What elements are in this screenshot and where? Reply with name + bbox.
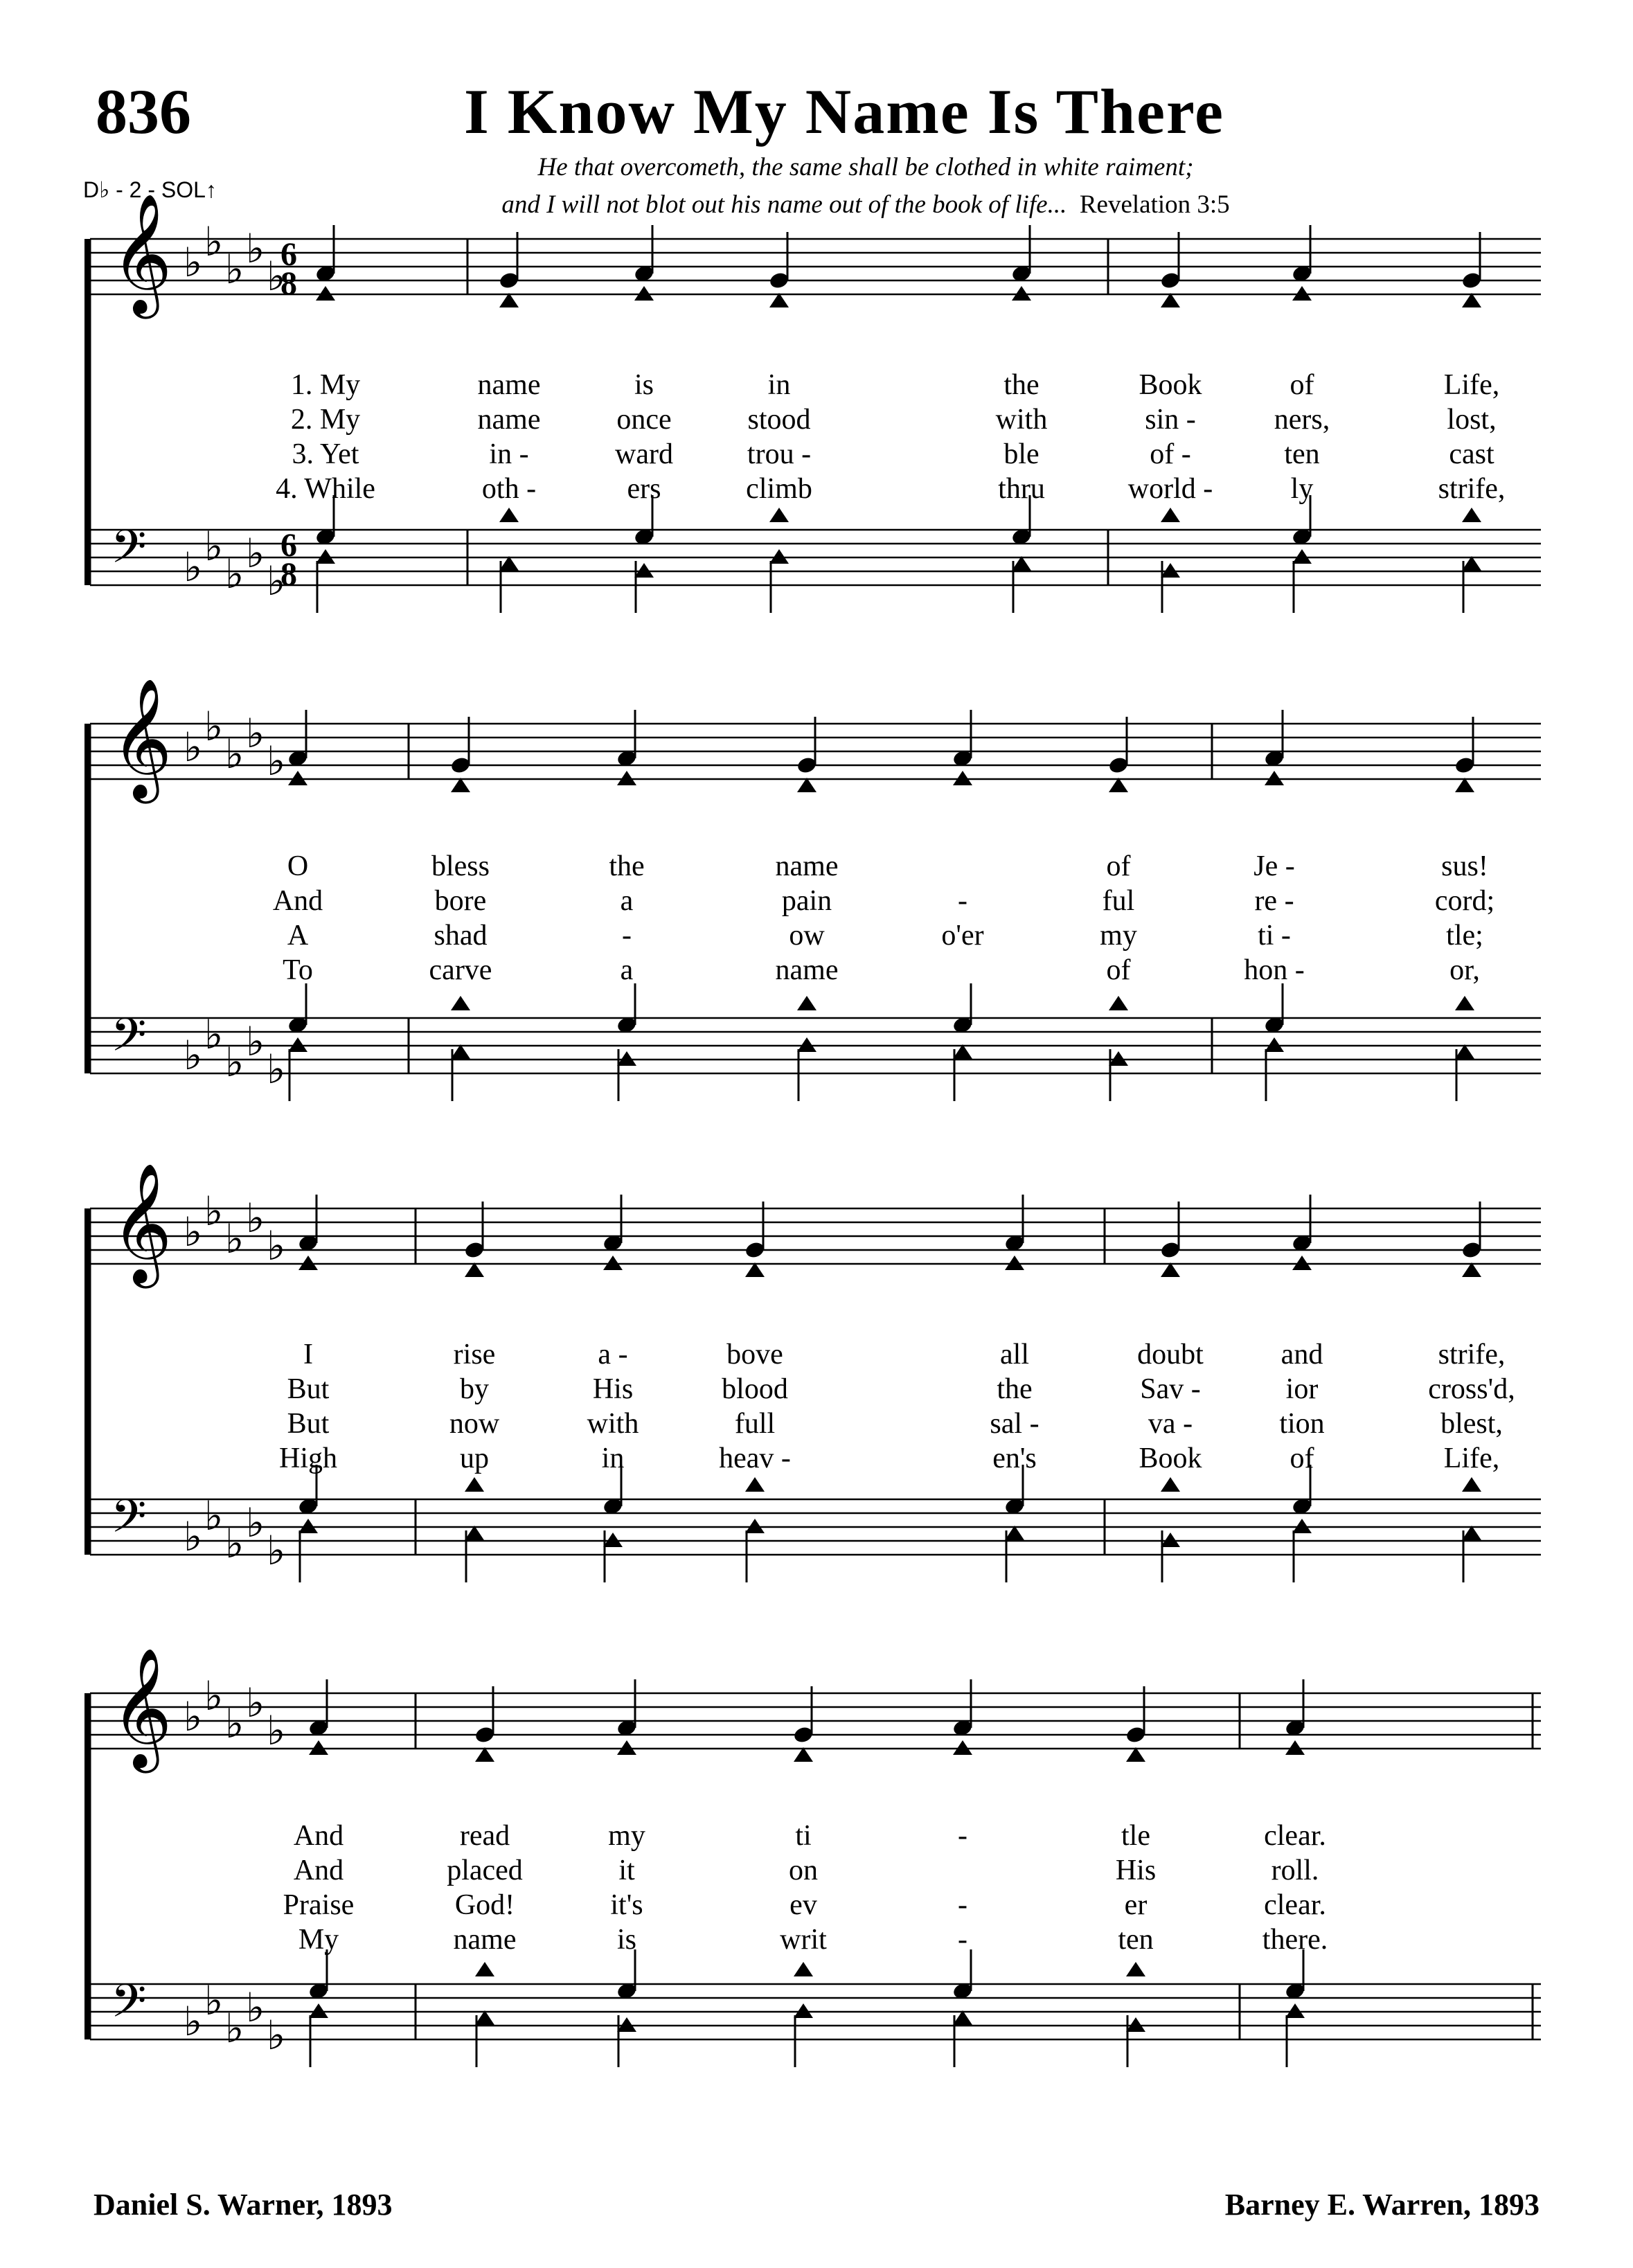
lyric-syllable: ti xyxy=(795,1820,812,1852)
bass-clef-icon: 𝄢 xyxy=(111,1008,147,1073)
lyric-syllable: or, xyxy=(1449,954,1480,986)
bass-note xyxy=(745,1519,765,1533)
lyric-syllable: it's xyxy=(610,1889,643,1921)
lyric-syllable: o'er xyxy=(941,920,984,952)
lyric-syllable: His xyxy=(1115,1855,1157,1886)
lyric-syllable: His xyxy=(592,1373,634,1405)
flat-icon: ♭ xyxy=(204,1188,224,1235)
treble-clef-icon: 𝄞 xyxy=(111,1163,172,1283)
lyric-syllable: ers xyxy=(627,473,661,505)
hymn-title: I Know My Name Is There xyxy=(463,76,1225,147)
lyric-syllable: on xyxy=(789,1855,818,1886)
lyric-syllable: re - xyxy=(1254,885,1294,917)
lyric-line xyxy=(0,848,1633,884)
tenor-note xyxy=(1462,508,1481,522)
lyric-syllable: in xyxy=(601,1443,625,1474)
lyric-line xyxy=(0,402,1633,438)
lyric-syllable: of xyxy=(1290,1443,1314,1474)
composer-credit: Barney E. Warren, 1893 xyxy=(1224,2188,1540,2222)
treble-clef-icon: 𝄞 xyxy=(111,678,172,798)
lyric-syllable: en's xyxy=(992,1443,1037,1474)
alto-note xyxy=(953,1740,972,1755)
flat-icon: ♭ xyxy=(267,1222,286,1269)
lyric-line xyxy=(0,1887,1633,1923)
lyric-syllable: Book xyxy=(1139,1443,1202,1474)
flat-icon: ♭ xyxy=(267,1707,286,1754)
bass-note xyxy=(769,549,789,564)
flat-icon: ♭ xyxy=(184,1032,203,1079)
lyric-syllable: ten xyxy=(1284,438,1320,470)
flat-icon: ♭ xyxy=(204,1977,224,2024)
alto-note xyxy=(603,1256,623,1270)
lyric-syllable: of - xyxy=(1150,438,1191,470)
lyric-syllable: shad xyxy=(434,920,488,952)
lyric-syllable: Sav - xyxy=(1140,1373,1201,1405)
flat-icon: ♭ xyxy=(184,544,203,591)
lyric-syllable: in xyxy=(767,369,791,401)
flat-icon: ♭ xyxy=(267,557,286,605)
flat-icon: ♭ xyxy=(225,1215,244,1262)
lyric-syllable: lost, xyxy=(1447,404,1497,436)
lyric-syllable: bless xyxy=(431,850,490,882)
alto-note xyxy=(634,286,654,301)
bass-note xyxy=(298,1519,318,1533)
flat-icon: ♭ xyxy=(204,1011,224,1058)
bass-clef-icon: 𝄢 xyxy=(111,1974,147,2039)
lyric-syllable: 3. Yet xyxy=(292,438,359,470)
lyric-syllable: Praise xyxy=(283,1889,355,1921)
lyric-syllable: High xyxy=(279,1443,337,1474)
bass-note xyxy=(316,549,335,564)
lyric-syllable: ow xyxy=(789,920,825,952)
scripture-reference: Revelation 3:5 xyxy=(1079,190,1230,219)
lyric-syllable: bove xyxy=(726,1339,783,1370)
bass-note xyxy=(1285,2003,1305,2018)
lyric-line xyxy=(0,1852,1633,1888)
flat-icon: ♭ xyxy=(246,1679,265,1726)
lyric-syllable: the xyxy=(1003,369,1039,401)
lyric-syllable: But xyxy=(287,1408,330,1440)
bass-note xyxy=(797,1037,816,1052)
tenor-note xyxy=(745,1477,765,1492)
flat-icon: ♭ xyxy=(225,1039,244,1086)
lyric-syllable: 1. My xyxy=(290,369,361,401)
lyric-syllable: ful xyxy=(1102,885,1135,917)
alto-note xyxy=(1005,1256,1024,1270)
lyric-syllable: thru xyxy=(998,473,1045,505)
lyric-syllable: it xyxy=(618,1855,635,1886)
lyric-syllable: a xyxy=(620,954,634,986)
lyric-syllable: of xyxy=(1106,850,1131,882)
lyric-syllable: oth - xyxy=(481,473,537,505)
flat-icon: ♭ xyxy=(204,1492,224,1539)
flat-icon: ♭ xyxy=(246,710,265,757)
lyric-syllable: tion xyxy=(1279,1408,1325,1440)
lyric-syllable: 2. My xyxy=(290,404,361,436)
lyric-syllable: And xyxy=(272,885,323,917)
bass-time-bottom: 8 xyxy=(280,556,297,593)
lyric-syllable: cord; xyxy=(1434,885,1495,917)
alto-note xyxy=(309,1740,328,1755)
lyric-syllable: a xyxy=(620,885,634,917)
lyric-syllable: ly xyxy=(1290,473,1314,505)
lyric-syllable: writ xyxy=(780,1924,827,1956)
lyric-syllable: climb xyxy=(746,473,812,505)
lyric-line xyxy=(0,1406,1633,1442)
lyric-syllable: bore xyxy=(434,885,487,917)
lyric-syllable: of xyxy=(1290,369,1314,401)
flat-icon: ♭ xyxy=(184,724,203,771)
flat-icon: ♭ xyxy=(246,1018,265,1065)
author-credit: Daniel S. Warner, 1893 xyxy=(93,2188,393,2222)
bass-note xyxy=(1161,1533,1180,1547)
lyric-syllable: va - xyxy=(1148,1408,1193,1440)
flat-icon: ♭ xyxy=(246,530,265,577)
alto-note xyxy=(298,1256,318,1270)
flat-icon: ♭ xyxy=(184,1513,203,1560)
lyric-syllable: there. xyxy=(1262,1924,1328,1956)
lyric-syllable: carve xyxy=(429,954,492,986)
flat-icon: ♭ xyxy=(225,551,244,598)
flat-icon: ♭ xyxy=(267,738,286,785)
key-info: D♭ - 2 - SOL↑ xyxy=(83,177,217,202)
lyric-syllable: my xyxy=(608,1820,645,1852)
flat-icon: ♭ xyxy=(246,1499,265,1546)
lyric-syllable: is xyxy=(616,1924,637,1956)
bass-note xyxy=(1265,1037,1284,1052)
lyric-syllable: God! xyxy=(454,1889,515,1921)
lyric-syllable: clear. xyxy=(1264,1889,1326,1921)
lyric-syllable: sal - xyxy=(990,1408,1039,1440)
lyric-syllable: name xyxy=(775,850,839,882)
lyric-syllable: is xyxy=(634,369,654,401)
flat-icon: ♭ xyxy=(246,1984,265,2031)
lyric-syllable: - xyxy=(958,1924,967,1956)
flat-icon: ♭ xyxy=(225,1700,244,1747)
lyric-syllable: roll. xyxy=(1271,1855,1319,1886)
treble-time-bottom: 8 xyxy=(280,265,297,302)
tenor-note xyxy=(794,1962,813,1976)
bass-note xyxy=(617,1051,636,1066)
lyric-syllable: ten xyxy=(1118,1924,1154,1956)
flat-icon: ♭ xyxy=(225,246,244,293)
alto-note xyxy=(953,771,972,785)
hymn-number: 836 xyxy=(96,76,191,147)
lyric-syllable: and xyxy=(1280,1339,1323,1370)
lyric-syllable: A xyxy=(287,920,309,952)
alto-note xyxy=(1265,771,1284,785)
bass-note xyxy=(603,1533,623,1547)
lyric-syllable: name xyxy=(477,404,541,436)
lyric-syllable: My xyxy=(298,1924,339,1956)
lyric-syllable: the xyxy=(997,1373,1033,1405)
lyric-syllable: Life, xyxy=(1443,369,1500,401)
lyric-syllable: 4. While xyxy=(276,473,375,505)
bass-note xyxy=(1109,1051,1128,1066)
lyric-line xyxy=(0,918,1633,954)
lyric-syllable: To xyxy=(283,954,313,986)
flat-icon: ♭ xyxy=(246,225,265,272)
flat-icon: ♭ xyxy=(184,1693,203,1740)
lyric-syllable: name xyxy=(477,369,541,401)
lyric-syllable: my xyxy=(1100,920,1137,952)
alto-note xyxy=(1292,286,1312,301)
bass-note xyxy=(1292,1519,1312,1533)
lyric-syllable: up xyxy=(460,1443,489,1474)
lyric-syllable: tle xyxy=(1121,1820,1150,1852)
lyric-syllable: of xyxy=(1106,954,1131,986)
flat-icon: ♭ xyxy=(204,523,224,570)
lyric-syllable: cast xyxy=(1449,438,1494,470)
lyric-syllable: er xyxy=(1124,1889,1148,1921)
lyric-syllable: - xyxy=(958,1889,967,1921)
bass-note xyxy=(288,1037,307,1052)
lyric-line xyxy=(0,471,1633,507)
lyric-syllable: placed xyxy=(447,1855,523,1886)
tenor-note xyxy=(797,996,816,1010)
lyric-syllable: And xyxy=(293,1820,344,1852)
alto-note xyxy=(316,286,335,301)
lyric-line xyxy=(0,1337,1633,1373)
lyric-syllable: And xyxy=(293,1855,344,1886)
lyric-syllable: read xyxy=(459,1820,510,1852)
bass-note xyxy=(634,563,654,578)
treble-time-top: 6 xyxy=(280,236,297,273)
tenor-note xyxy=(1455,996,1474,1010)
lyric-syllable: full xyxy=(734,1408,776,1440)
lyric-syllable: O xyxy=(287,850,309,882)
tenor-note xyxy=(1462,1477,1481,1492)
alto-note xyxy=(1292,1256,1312,1270)
lyric-syllable: clear. xyxy=(1264,1820,1326,1852)
lyric-syllable: once xyxy=(616,404,672,436)
lyric-syllable: ev xyxy=(789,1889,817,1921)
lyric-syllable: hon - xyxy=(1244,954,1305,986)
flat-icon: ♭ xyxy=(267,1527,286,1574)
lyric-syllable: with xyxy=(587,1408,639,1440)
treble-clef-icon: 𝄞 xyxy=(111,193,172,314)
lyric-syllable: ward xyxy=(615,438,673,470)
flat-icon: ♭ xyxy=(267,253,286,300)
bass-clef-icon: 𝄢 xyxy=(111,520,147,584)
scripture-line-1: He that overcometh, the same shall be clothed in white raiment; xyxy=(537,153,1194,181)
lyric-syllable: rise xyxy=(453,1339,496,1370)
lyric-syllable: ners, xyxy=(1274,404,1330,436)
lyric-syllable: - xyxy=(958,1820,967,1852)
lyric-syllable: - xyxy=(622,920,632,952)
alto-note xyxy=(1012,286,1031,301)
flat-icon: ♭ xyxy=(184,239,203,286)
alto-note xyxy=(617,771,636,785)
bass-note xyxy=(1161,563,1180,578)
alto-note xyxy=(617,1740,636,1755)
lyric-line xyxy=(0,883,1633,919)
bass-clef-icon: 𝄢 xyxy=(111,1490,147,1554)
tenor-note xyxy=(475,1962,494,1976)
lyric-syllable: Life, xyxy=(1443,1443,1500,1474)
lyric-syllable: by xyxy=(460,1373,489,1405)
lyric-line xyxy=(0,1818,1633,1854)
flat-icon: ♭ xyxy=(267,2012,286,2059)
lyric-syllable: with xyxy=(995,404,1048,436)
lyric-syllable: name xyxy=(775,954,839,986)
bass-note xyxy=(309,2003,328,2018)
lyric-syllable: But xyxy=(287,1373,330,1405)
flat-icon: ♭ xyxy=(184,1208,203,1256)
lyric-syllable: in - xyxy=(489,438,529,470)
scripture-line-2: and I will not blot out his name out of the book of life... xyxy=(501,190,1067,219)
lyric-syllable: cross'd, xyxy=(1428,1373,1515,1405)
flat-icon: ♭ xyxy=(204,1672,224,1720)
flat-icon: ♭ xyxy=(225,2005,244,2052)
bass-note xyxy=(617,2017,636,2032)
lyric-syllable: sin - xyxy=(1145,404,1196,436)
lyric-syllable: stood xyxy=(747,404,811,436)
tenor-note xyxy=(1161,1477,1180,1492)
lyric-line xyxy=(0,1440,1633,1476)
flat-icon: ♭ xyxy=(267,1046,286,1093)
tenor-note xyxy=(1126,1962,1145,1976)
alto-note xyxy=(1285,1740,1305,1755)
flat-icon: ♭ xyxy=(225,731,244,778)
lyric-syllable: a - xyxy=(598,1339,628,1370)
lyric-syllable: ior xyxy=(1285,1373,1319,1405)
lyric-syllable: doubt xyxy=(1137,1339,1204,1370)
lyric-syllable: the xyxy=(609,850,645,882)
lyric-syllable: ti - xyxy=(1258,920,1291,952)
lyric-syllable: all xyxy=(1000,1339,1029,1370)
bass-note xyxy=(1126,2017,1145,2032)
tenor-note xyxy=(1161,508,1180,522)
flat-icon: ♭ xyxy=(204,218,224,265)
lyric-syllable: world - xyxy=(1127,473,1213,505)
lyric-syllable: ble xyxy=(1003,438,1039,470)
lyric-syllable: I xyxy=(303,1339,313,1370)
lyric-syllable: trou - xyxy=(747,438,812,470)
bass-note xyxy=(794,2003,813,2018)
lyric-line xyxy=(0,1922,1633,1958)
alto-note xyxy=(288,771,307,785)
lyric-syllable: strife, xyxy=(1438,1339,1506,1370)
flat-icon: ♭ xyxy=(204,703,224,750)
lyric-syllable: blood xyxy=(722,1373,788,1405)
lyric-syllable: strife, xyxy=(1438,473,1506,505)
lyric-syllable: sus! xyxy=(1441,850,1488,882)
lyric-syllable: Je - xyxy=(1253,850,1295,882)
flat-icon: ♭ xyxy=(184,1998,203,2045)
tenor-note xyxy=(499,508,519,522)
lyric-syllable: name xyxy=(453,1924,517,1956)
lyric-syllable: tle; xyxy=(1446,920,1483,952)
lyric-syllable: Book xyxy=(1139,369,1202,401)
flat-icon: ♭ xyxy=(225,1520,244,1567)
treble-clef-icon: 𝄞 xyxy=(111,1648,172,1768)
lyric-line xyxy=(0,367,1633,403)
lyric-syllable: heav - xyxy=(719,1443,791,1474)
lyric-line xyxy=(0,952,1633,988)
tenor-note xyxy=(451,996,470,1010)
lyric-line xyxy=(0,1371,1633,1407)
lyric-syllable: - xyxy=(958,885,967,917)
flat-icon: ♭ xyxy=(246,1195,265,1242)
lyric-syllable: blest, xyxy=(1440,1408,1503,1440)
tenor-note xyxy=(465,1477,484,1492)
lyric-line xyxy=(0,436,1633,472)
lyric-syllable: now xyxy=(449,1408,500,1440)
bass-time-top: 6 xyxy=(280,527,297,564)
bass-note xyxy=(1292,549,1312,564)
lyric-syllable: pain xyxy=(781,885,832,917)
tenor-note xyxy=(1109,996,1128,1010)
tenor-note xyxy=(769,508,789,522)
